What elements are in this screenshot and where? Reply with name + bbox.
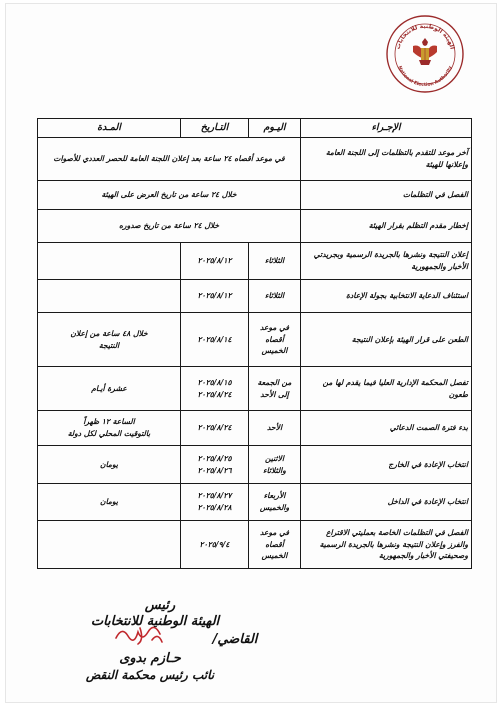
table-row: [38, 521, 472, 569]
procedure-cell: إخطار مقدم التظلم بقرار الهيئة: [301, 210, 472, 243]
date-cell: ٢٠٢٥/٨/١٢: [181, 280, 249, 313]
procedure-cell: تفصل المحكمة الإدارية العليا فيما يقدم لها من طعون: [301, 367, 472, 411]
procedure-cell: آخر موعد للتقدم بالتظلمات إلى اللجنة العامة وإعلانها للهيئة: [301, 138, 472, 181]
table-row: [38, 313, 472, 367]
day-cell: الاثنين والثلاثاء: [249, 446, 301, 484]
duration-cell: في موعد أقصاه ٢٤ ساعة بعد إعلان اللجنة العامة للحصر العددي للأصوات: [38, 138, 301, 181]
procedure-cell: الفصل في التظلمات: [301, 181, 472, 210]
table-row: [38, 210, 472, 243]
duration-cell: يومان: [38, 484, 181, 521]
table-row: [38, 446, 472, 484]
day-cell: في موعد أقصاه الخميس: [249, 313, 301, 367]
date-cell: ٢٠٢٥/٨/٢٤: [181, 411, 249, 446]
duration-cell: يومان: [38, 446, 181, 484]
procedure-cell: انتخاب الإعادة في الداخل: [301, 484, 472, 521]
day-cell: الثلاثاء: [249, 280, 301, 313]
handwritten-signature-icon: [112, 622, 168, 648]
svg-text:National Election Authority: National Election Authority: [396, 65, 454, 89]
procedure-cell: الطعن على قرار الهيئة بإعلان النتيجة: [301, 313, 472, 367]
duration-cell: خلال ٢٤ ساعة من تاريخ العرض على الهيئة: [38, 181, 301, 210]
duration-cell: خلال ٤٨ ساعة من إعلان النتيجة: [38, 313, 181, 367]
day-cell: الثلاثاء: [249, 243, 301, 280]
signature-judge-label: القاضي/: [212, 632, 258, 647]
table-row: [38, 138, 472, 181]
procedure-cell: إعلان النتيجة ونشرها بالجريدة الرسمية وبجريدتي الأخبار والجمهورية: [301, 243, 472, 280]
procedure-cell: استئناف الدعاية الانتخابية بجولة الإعادة: [301, 280, 472, 313]
duration-cell: [38, 280, 181, 313]
table-row: [38, 181, 472, 210]
procedure-cell: بدء فترة الصمت الدعائي: [301, 411, 472, 446]
duration-cell: الساعة ١٢ ظهراً بالتوقيت المحلي لكل دولة: [38, 411, 181, 446]
day-cell: من الجمعة إلى الأحد: [249, 367, 301, 411]
duration-cell: [38, 521, 181, 569]
date-cell: ٢٠٢٥/٨/٢٥ ٢٠٢٥/٨/٢٦: [181, 446, 249, 484]
table-row: [38, 484, 472, 521]
svg-text:الهيئة الوطنية للانتخابات: الهيئة الوطنية للانتخابات: [394, 22, 456, 51]
duration-cell: خلال ٢٤ ساعة من تاريخ صدوره: [38, 210, 301, 243]
signature-name: حـازم بدوى: [119, 651, 181, 666]
table-row: [38, 280, 472, 313]
signature-organization: الهيئة الوطنية للانتخابات: [90, 614, 220, 629]
date-cell: ٢٠٢٥/٨/١٤: [181, 313, 249, 367]
date-cell: ٢٠٢٥/٨/١٥ ٢٠٢٥/٨/٢٤: [181, 367, 249, 411]
national-election-authority-seal: [383, 12, 467, 96]
duration-cell: عشرة أيـام: [38, 367, 181, 411]
header-date: التـاريخ: [181, 119, 249, 138]
table-row: [38, 243, 472, 280]
procedure-cell: الفصل في التظلمات الخاصة بعمليتي الاقتراع والفرز وإعلان النتيجة ونشرها بالجريدة الرسمية وصحيفتي الأخبار والجمهورية: [301, 521, 472, 569]
header-procedure: الإجـراء: [301, 119, 472, 138]
header-day: اليـوم: [249, 119, 301, 138]
signature-title: رئيس: [144, 598, 176, 613]
date-cell: ٢٠٢٥/٨/٢٧ ٢٠٢٥/٨/٢٨: [181, 484, 249, 521]
eagle-emblem-icon: [383, 12, 467, 96]
signature-role: نائب رئيس محكمة النقض: [85, 668, 215, 682]
day-cell: الأربعاء والخميس: [249, 484, 301, 521]
table-row: [38, 367, 472, 411]
day-cell: في موعد أقصاه الخميس: [249, 521, 301, 569]
header-duration: المـدة: [38, 119, 181, 138]
date-cell: ٢٠٢٥/٨/١٢: [181, 243, 249, 280]
procedure-cell: انتخاب الإعادة في الخارج: [301, 446, 472, 484]
duration-cell: [38, 243, 181, 280]
day-cell: الأحد: [249, 411, 301, 446]
table-header-row: [38, 119, 472, 138]
date-cell: ٢٠٢٥/٩/٤: [181, 521, 249, 569]
table-row: [38, 411, 472, 446]
election-schedule-table: [37, 118, 472, 569]
